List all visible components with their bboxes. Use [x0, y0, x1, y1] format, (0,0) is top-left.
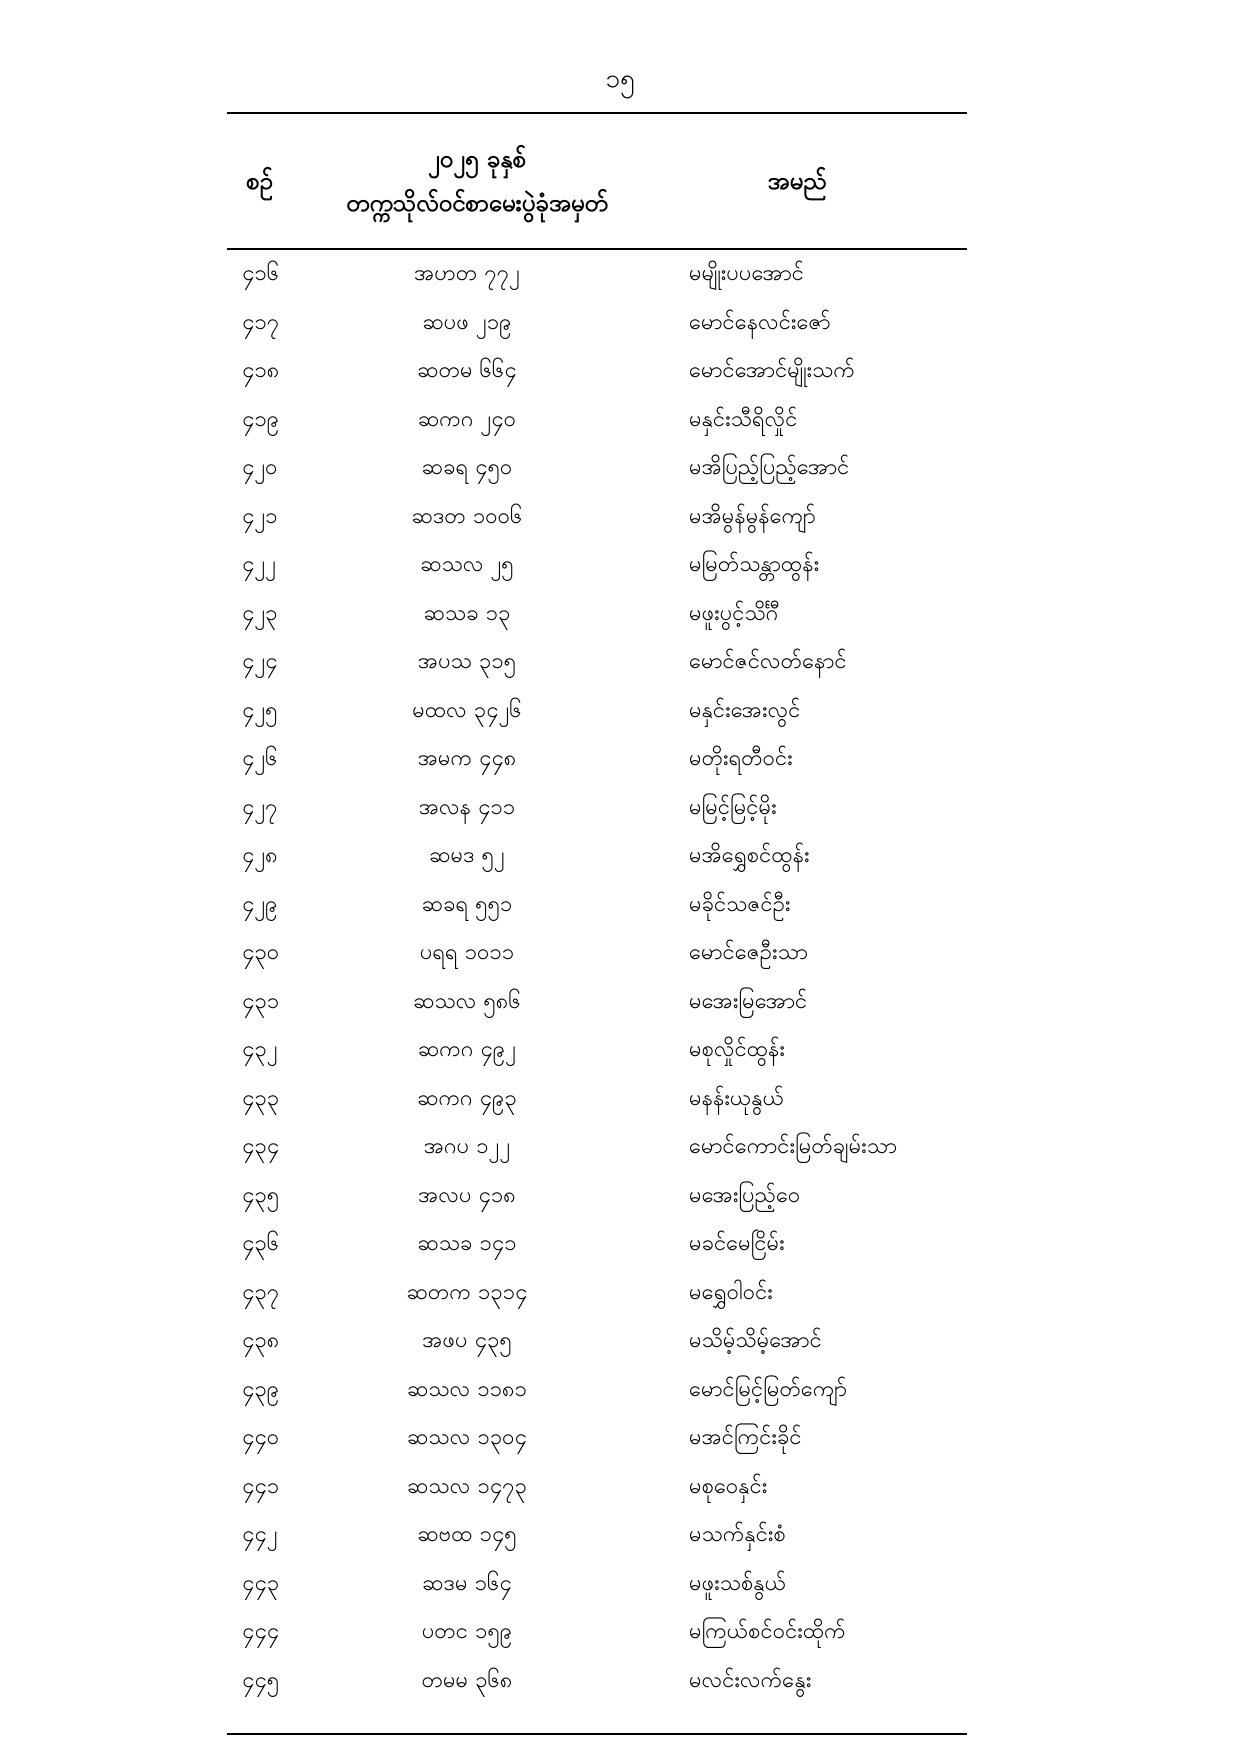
row-name: မစုလှိုင်ထွန်း	[689, 1037, 786, 1062]
row-serial: ၄၂၂	[242, 552, 276, 577]
header-exam-number	[327, 114, 627, 248]
row-serial: ၄၃၁	[242, 988, 280, 1014]
row-exam-number: ဆသလ ၅၈၆	[413, 988, 521, 1014]
row-name: မောင်အောင်မျိုးသက်	[689, 358, 855, 383]
table-row	[227, 1657, 967, 1706]
row-exam-number: ဆတက ၁၃၁၄	[406, 1279, 528, 1305]
row-exam-number: ဆသလ ၁၃၀၄	[407, 1425, 527, 1450]
row-serial: ၄၂၉	[242, 891, 278, 917]
row-exam-number: အမက ၄၄၈	[417, 746, 517, 771]
row-name: မခိုင်သဇင်ဦး	[689, 891, 791, 917]
table-bottom-rule	[227, 1733, 967, 1735]
row-serial: ၄၄၄	[242, 1619, 280, 1644]
row-serial: ၄၃၆	[242, 1231, 280, 1256]
row-serial: ၄၃၈	[242, 1328, 280, 1353]
table-row	[227, 1269, 967, 1318]
row-serial: ၄၁၈	[242, 358, 280, 383]
table-row	[227, 784, 967, 833]
row-exam-number: ဆဒမ ၁၆၄	[422, 1570, 512, 1596]
row-exam-number: ဆမဒ ၅၂	[429, 843, 505, 868]
row-name: မနှင်းသီရိလှိုင်	[689, 406, 798, 432]
row-serial: ၄၃၃	[242, 1085, 280, 1111]
row-exam-number: ဆခရ ၄၅၀	[421, 455, 513, 480]
row-exam-number: ဆဒတ ၁၀၀၆	[411, 503, 523, 529]
row-serial: ၄၁၆	[242, 261, 280, 286]
row-name: မောင်ဇေဦးသာ	[689, 940, 808, 965]
page-number: ၁၅	[605, 64, 635, 94]
row-name: မဖူးပွင့်သိင်္ဂီ	[689, 600, 780, 626]
table-row	[227, 1220, 967, 1269]
table-row	[227, 687, 967, 736]
row-name: မအိပြည့်ပြည့်အောင်	[689, 455, 850, 480]
table-row	[227, 347, 967, 396]
row-name: မောင်နေလင်းဇော်	[689, 309, 831, 335]
table-row	[227, 832, 967, 881]
row-serial: ၄၁၉	[242, 406, 280, 432]
table-row	[227, 299, 967, 348]
row-serial: ၄၃၅	[242, 1182, 280, 1208]
row-serial: ၄၄၁	[242, 1473, 280, 1499]
header-exam-year: ၂၀၂၅ ခုနှစ်	[427, 145, 527, 173]
row-serial: ၄၂၁	[242, 503, 278, 529]
row-name: မမျိုးပပအောင်	[689, 261, 804, 286]
row-serial: ၄၃၇	[242, 1279, 280, 1305]
header-exam-seat-label: တက္ကသိုလ်ဝင်စာမေးပွဲခုံအမှတ်	[346, 189, 608, 217]
row-serial: ၄၃၂	[242, 1037, 278, 1062]
table-row	[227, 541, 967, 590]
row-name: မမြတ်သန္တာထွန်း	[689, 552, 820, 577]
table-row	[227, 1026, 967, 1075]
table-row	[227, 1317, 967, 1366]
header-name	[667, 114, 927, 248]
row-exam-number: ဆကဂ ၄၉၂	[418, 1037, 516, 1062]
row-exam-number: အဟတ ၇၇၂	[414, 261, 520, 286]
table-row	[227, 250, 967, 299]
row-name: မတိုးရတီဝင်း	[689, 746, 793, 771]
row-name: မသက်နှင်းစံ	[689, 1522, 786, 1547]
row-name: မမြင့်မြင့်မိုး	[689, 794, 777, 820]
row-serial: ၄၂၇	[242, 794, 278, 820]
table-row	[227, 735, 967, 784]
row-serial: ၄၄၃	[242, 1570, 280, 1596]
row-serial: ၄၂၄	[242, 649, 278, 674]
row-name: မသိမ့်သိမ့်အောင်	[689, 1328, 822, 1353]
table-row	[227, 978, 967, 1027]
row-serial: ၄၁၇	[242, 309, 280, 335]
table-row	[227, 1075, 967, 1124]
row-exam-number: ဆကဂ ၂၄၀	[418, 406, 516, 432]
row-serial: ၄၂၅	[242, 697, 278, 723]
row-exam-number: မထလ ၃၄၂၆	[412, 697, 522, 723]
table-row	[227, 1608, 967, 1657]
table-row	[227, 1463, 967, 1512]
row-exam-number: ဆတမ ၆၆၄	[417, 358, 517, 383]
table-row	[227, 638, 967, 687]
row-exam-number: အဂပ ၁၂၂	[423, 1134, 511, 1159]
row-exam-number: ဆသခ ၁၄၁	[417, 1231, 517, 1256]
row-name: မောင်မြင့်မြတ်ကျော်	[689, 1376, 847, 1402]
table-body	[227, 250, 967, 1705]
row-serial: ၄၃၉	[242, 1376, 280, 1402]
row-name: မလင်းလက်နွေး	[689, 1667, 812, 1693]
row-serial: ၄၂၀	[242, 455, 278, 480]
table-row	[227, 493, 967, 542]
row-name: မဖူးသစ်နွယ်	[689, 1570, 787, 1596]
row-serial: ၄၄၀	[242, 1425, 280, 1450]
row-name: မစုဝေနှင်း	[689, 1473, 768, 1499]
row-name: မောင်ဇင်လတ်နောင်	[689, 649, 847, 674]
row-exam-number: ဆဗထ ၁၄၅	[417, 1522, 517, 1547]
row-exam-number: တမမ ၃၆၈	[421, 1667, 513, 1693]
header-serial-label: စဉ်	[246, 167, 273, 195]
table-row	[227, 1560, 967, 1609]
row-serial: ၄၄၂	[242, 1522, 278, 1547]
row-exam-number: အလပ ၄၁၈	[418, 1182, 516, 1208]
row-exam-number: ပရရ ၁၀၁၁	[419, 940, 515, 965]
row-exam-number: အဖပ ၄၃၅	[422, 1328, 512, 1353]
row-name: မနန်းယုနွယ်	[689, 1085, 785, 1111]
table-row	[227, 1511, 967, 1560]
row-name: မအေးမြအောင်	[689, 988, 808, 1014]
row-exam-number: အလန ၄၁၁	[418, 794, 516, 820]
row-serial: ၄၄၅	[242, 1667, 280, 1693]
row-name: မောင်ကောင်းမြတ်ချမ်းသာ	[689, 1134, 898, 1159]
row-exam-number: ဆသလ ၁၄၇၃	[407, 1473, 527, 1499]
row-serial: ၄၂၆	[242, 746, 278, 771]
header-name-label: အမည်	[767, 167, 827, 195]
row-serial: ၄၂၃	[242, 600, 278, 626]
row-name: မအိမွန်မွန်ကျော်	[689, 503, 816, 529]
table-row	[227, 1123, 967, 1172]
row-exam-number: ဆပဖ ၂၁၉	[422, 309, 512, 335]
row-name: မခင်မေငြိမ်း	[689, 1231, 785, 1256]
row-exam-number: ဆကဂ ၄၉၃	[417, 1085, 517, 1111]
row-name: မကြယ်စင်ဝင်းထိုက်	[689, 1619, 846, 1644]
table-row	[227, 881, 967, 930]
row-exam-number: ဆခရ ၅၅၁	[421, 891, 513, 917]
header-serial	[227, 114, 292, 248]
row-name: မနှင်းအေးလွင်	[689, 697, 801, 723]
row-exam-number: ဆသလ ၂၅	[420, 552, 514, 577]
row-exam-number: ဆသခ ၁၃	[423, 600, 511, 626]
table-row	[227, 396, 967, 445]
row-exam-number: ပတင ၁၅၉	[421, 1619, 513, 1644]
table-row	[227, 1366, 967, 1415]
table-row	[227, 590, 967, 639]
row-name: မအေးပြည့်ဝေ	[689, 1182, 801, 1208]
row-name: မအိရွှေစင်ထွန်း	[689, 843, 810, 868]
row-exam-number: ဆသလ ၁၁၈၁	[407, 1376, 527, 1402]
table-row	[227, 929, 967, 978]
row-name: မအင်ကြင်းခိုင်	[689, 1425, 802, 1450]
row-exam-number: အပသ ၃၁၅	[417, 649, 517, 674]
table-row	[227, 444, 967, 493]
row-name: မရွှေဝါဝင်း	[689, 1279, 773, 1305]
row-serial: ၄၃၀	[242, 940, 280, 965]
table-header	[227, 114, 967, 248]
row-serial: ၄၃၄	[242, 1134, 280, 1159]
table-row	[227, 1172, 967, 1221]
table-row	[227, 1414, 967, 1463]
row-serial: ၄၂၈	[242, 843, 278, 868]
